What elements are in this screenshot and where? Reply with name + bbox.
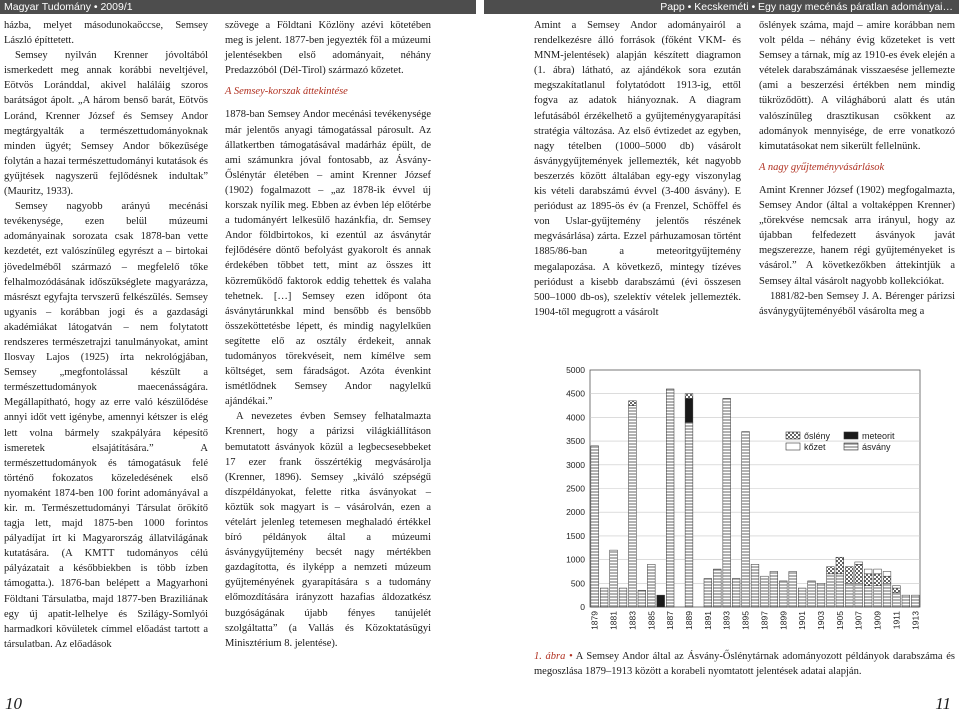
bar-segment-ásvány-1892: [713, 569, 721, 607]
x-tick-label: 1891: [702, 611, 713, 630]
y-tick-label: 4500: [566, 388, 585, 399]
y-tick-label: 2500: [566, 483, 585, 494]
bar-segment-kőzet-1908: [864, 569, 872, 574]
bar-segment-ásvány-1903: [817, 583, 825, 607]
donations-stacked-bar-chart: [554, 362, 926, 642]
x-tick-label: 1911: [891, 611, 902, 630]
section-heading: A Semsey-korszak áttekintése: [225, 86, 348, 98]
page-number-right: 11: [935, 694, 951, 713]
bar-segment-ásvány-1885: [647, 564, 655, 607]
text-column-4: [759, 18, 955, 319]
legend-label: őslény: [804, 431, 831, 441]
running-header-left: Magyar Tudomány • 2009/1: [0, 0, 476, 14]
text-column-3: [534, 18, 741, 320]
bar-segment-ásvány-1902: [808, 581, 816, 607]
paragraph: Amint Krenner József (1902) megfogalmazta, Semsey Andor (által a voltaképpen Krenner) „törekvése nemcsak arra irányul, hogy az újabban felfedezett ásványok javát megszerezze, hanem régi gyűjteményeket is vásárol.” A következőkben áttekintjük a Semsey által vásárolt nagyobb kollekciókat.: [759, 184, 955, 287]
legend-swatch-kőzet: [786, 443, 800, 450]
bar-segment-ásvány-1881: [610, 550, 618, 607]
x-tick-label: 1903: [816, 611, 826, 630]
bar-segment-őslény-1905: [836, 557, 844, 574]
bar-segment-ásvány-1906: [845, 583, 853, 607]
bar-segment-ásvány-1898: [770, 571, 778, 607]
bar-segment-kőzet-1909: [874, 569, 882, 574]
bar-segment-ásvány-1907: [855, 583, 863, 607]
bar-segment-ásvány-1901: [798, 588, 806, 607]
bar-segment-kőzet-1910: [883, 571, 891, 576]
bar-segment-ásvány-1905: [836, 574, 844, 607]
bar-segment-ásvány-1909: [874, 586, 882, 607]
y-tick-label: 5000: [566, 365, 585, 375]
x-tick-label: 1887: [665, 611, 676, 630]
legend-label: kőzet: [804, 442, 826, 452]
bar-segment-ásvány-1904: [827, 574, 835, 607]
bar-segment-ásvány-1884: [638, 590, 646, 607]
y-tick-label: 3000: [566, 459, 585, 470]
y-tick-label: 1000: [566, 554, 585, 565]
x-tick-label: 1885: [646, 611, 657, 630]
paragraph: szövege a Földtani Közlöny azévi kötetében meg is jelent. 1877-ben jegyezték föl a múzeumi jelentésekben első adományait, néhány Predazzóból (Dél-Tirol) származó kőzetet.: [225, 20, 431, 77]
y-tick-label: 4000: [566, 412, 585, 423]
bar-segment-ásvány-1895: [742, 432, 750, 607]
figure-caption: [534, 649, 955, 679]
bar-segment-ásvány-1899: [779, 581, 787, 607]
bar-segment-ásvány-1910: [883, 583, 891, 607]
x-tick-label: 1897: [759, 611, 770, 630]
bar-segment-őslény-1907: [855, 564, 863, 583]
figure-number: 1. ábra •: [534, 651, 573, 662]
y-tick-label: 3500: [566, 436, 585, 447]
paragraph: házba, melyet másodunokaöccse, Semsey László építtetett.: [4, 20, 208, 47]
y-tick-label: 500: [570, 578, 585, 589]
bar-segment-ásvány-1913: [911, 595, 919, 607]
paragraph: őslények száma, majd – amire korábban nem volt példa – néhány évig kőzeteket is vett Semsey a tárnak, míg az 1910-es évek elején a vételek darabszámának visszaesése jellemezte (ami a beszerzési értékben nem mindig tükröződött). A világháború alatt és után valószínűleg drasztikusan csökkent az adományok mennyisége, de erre vonatkozó kimutatásokat nem sikerült fellelnünk.: [759, 20, 955, 152]
bar-segment-kőzet-1907: [855, 562, 863, 564]
bar-segment-ásvány-1883: [629, 406, 637, 607]
legend-swatch-meteorit: [844, 432, 858, 439]
caption-text: A Semsey Andor által az Ásvány-Őslénytárnak adományozott példányok darabszáma és megoszlása 1879–1913 között a korabeli nyomtatott jelentések adatai alapján.: [534, 651, 955, 677]
bar-segment-ásvány-1908: [864, 586, 872, 607]
bar-segment-őslény-1883: [629, 401, 637, 406]
legend-label: meteorit: [862, 431, 895, 441]
x-tick-label: 1889: [684, 611, 694, 630]
bar-segment-ásvány-1897: [761, 576, 769, 607]
x-tick-label: 1909: [872, 611, 883, 630]
paragraph: A nevezetes évben Semsey felhatalmazta Krennert, hogy a párizsi világkiállításon bemutatott ásványok közül a legbecsesebbeket 17 ezer frank összértékig megvásárolja (Krenner, 1896). Semsey „kiváló szépségű díszpéldányokat, felette ritka ásványokat – köztük sok magyart is – vásárolván, ezen a vételárt jelenleg tetemesen meghaladó értékkel bíró példányok által a múzeumi ásványgyűjtemény becsét nagy mértékben gazdagította, és ilyképp a nemzeti múzeum gyűjteményének gyarapítására s a tudomány előmozdítására irányzott hazafias áldozatkész buzgóságának újabb fényes tanújelét szolgáltatta” (a Vallás és Közoktatásügyi Minisztérium 8. jelentése).: [225, 411, 431, 649]
page-number-left: 10: [5, 694, 22, 713]
bar-segment-ásvány-1882: [619, 588, 627, 607]
running-header-right: Papp • Kecskeméti • Egy nagy mecénás páratlan adományai…: [484, 0, 959, 14]
bar-segment-meteorit-1889: [685, 398, 693, 422]
bar-segment-ásvány-1912: [902, 595, 910, 607]
bar-segment-ásvány-1880: [600, 588, 608, 607]
bar-segment-őslény-1904: [827, 567, 835, 574]
bar-segment-ásvány-1887: [666, 389, 674, 607]
x-tick-label: 1895: [740, 611, 751, 630]
x-tick-label: 1893: [721, 611, 732, 630]
paragraph: 1881/82-ben Semsey J. A. Bérenger párizsi ásványgyűjteményéből vásárolta meg a: [759, 290, 955, 317]
legend-swatch-ásvány: [844, 443, 858, 450]
legend-swatch-őslény: [786, 432, 800, 439]
x-tick-label: 1907: [853, 611, 864, 630]
paragraph: Semsey nagyobb arányú mecénási tevékenysége, ezen belül múzeumi adományainak sorozata csak 1878-ban vette kezdetét, ezt valószínűleg egyrészt a – birtokai jövedelméből származó – megfelelő tőke felhalmozódásának időszükséglete magyarázza, másrészt egyfajta tervszerű felkészülés. Semsey ugyanis – korábban jogi és a gazdasági akadémiákat látogatván – nem folytatott rendszeres természetrajzi tanulmányokat, amint Ilosvay Lajos (1925) írta nekrológjában, Semsey „megfontolással készült a természettudományok maecenásságára. Megállapítható, hogy az erre való készülődése annyi időt vett igénybe, amennyi kétszer is elég lett volna bármely szakpályára képesítő ismeretek elsajátítására.” A természettudományok és támogatásuk felé történő fokozatos közeledésének első nyomaként 1874-ben 100 forint adományával a kir. m. Természettudományi Társulat örökítő tagja lett, majd 1875-ben 1000 forintos pályadíjat írt ki Magyarország állatvilágának kutatására. (A KMTT tudományos célú pályázatait a későbbiekben is több ízben támogatta.). 1876-ban belépett a Magyarhoni Földtani Társulatba, majd 1877-ben Braziliának egy új apatit-lelhelye és Szilágy-Somlyói harmadkori kövületek címmel előadást tartott a társulatban. Az előadások: [4, 201, 208, 650]
bar-segment-kőzet-1911: [893, 586, 901, 588]
bar-segment-őslény-1911: [893, 588, 901, 593]
x-tick-label: 1913: [910, 611, 921, 630]
x-tick-label: 1901: [797, 611, 808, 630]
x-tick-label: 1905: [834, 611, 845, 630]
x-tick-label: 1879: [589, 611, 600, 630]
bar-segment-ásvány-1911: [893, 593, 901, 607]
bar-segment-őslény-1906: [845, 567, 853, 584]
y-tick-label: 0: [580, 602, 585, 612]
bar-segment-őslény-1908: [864, 574, 872, 586]
bar-segment-őslény-1889: [685, 394, 693, 399]
section-heading: A nagy gyűjteményvásárlások: [759, 161, 885, 173]
paragraph: 1878-ban Semsey Andor mecénási tevékenysége már jelentős anyagi támogatással párosult. Az állatkertben támogatásával madárház épült, de ami számunkra jóval fontosabb, az Ásvány-Őslénytár életében – amint Krenner József (1902) fogalmazott – „az 1878-ik évvel új korszak nyílik meg. Ebben az évben lép előtérbe a tudományért lelkesülő hazánkfia, dr. Semsey Andor földbirtokos, ki ezentúl az ásványtár fejlődésére döntő befolyást gyakorolt és annak érdekében többet tett, mint az összes itt közreműködő faktorok eddig tehettek és valaha tehetnek. […] Semsey ezen időpont óta ásványtárunkkal mind bensőbb és bensőbb összeköttetésbe lépett, és mindig nagylelkűen segítette elő az osztály érdekeit, annak tudományos törekvéseit, nem kímélve sem költséget, sem fáradságot. Azóta évenkint ismétlődnek Semsey Andor nagylelkű ajándékai.”: [225, 109, 431, 408]
bar-segment-ásvány-1896: [751, 564, 759, 607]
x-tick-label: 1899: [778, 611, 789, 630]
x-tick-label: 1881: [608, 611, 619, 630]
bar-segment-meteorit-1886: [657, 595, 665, 607]
paragraph: Amint a Semsey Andor adományairól a rendelkezésre álló források (főként VKM- és MNM-jelentések) alapján készített diagramon (1. ábra) látható, az ajándékok sora ezután megszakítatlanul folytatódott 1913-ig, ettől fogva az adatok hiányoznak. A diagram lefutásából érzékelhető a gyűjteménygyarapítási stratégia változása. Az első évtizedet az egyben, nagy tételben (1000–5000 db) vásárolt ásványgyűjtemények jellemezték, két nagyobb beszerzés között általában egy-egy viszonylag kis vételi darabszámú évvel (3-400 ásvány). E periódust az 1895-ös év (a Frenzel, Schöffel és von Uslar-gyűjtemény jelentős részének megvásárlása) zárta. Ezzel párhuzamosan történt 1885/86-ban a meteoritgyűjtemény megalapozása. A következő, mintegy tízéves periódust a kisebb darabszámú (évi összesen 500–1000 db-os), szelektív vételek jellemezték. 1904-től megugrott a vásárolt: [534, 20, 741, 318]
paragraph: Semsey nyilván Krenner jóvoltából ismerkedett meg annak korábbi neveltjével, Eötvös Loránddal, akivel haláláig szoros barátságot ápolt. „A három benső barát, Eötvös Loránd, Krenner József és Semsey Andor megtárgyalták a természettudományoknak minden ügyét; Semsey Andor bőkezűsége folytán a hazai természettudományi kutatások és gyűjtések nagyszerű fejlődésnek indultak” (Mauritz, 1933).: [4, 50, 208, 198]
legend-label: ásvány: [862, 442, 891, 452]
bar-segment-őslény-1909: [874, 574, 882, 586]
bar-segment-ásvány-1900: [789, 571, 797, 607]
y-tick-label: 1500: [566, 530, 585, 541]
bar-segment-ásvány-1879: [591, 446, 599, 607]
bar-segment-ásvány-1889: [685, 422, 693, 607]
bar-segment-ásvány-1894: [732, 579, 740, 607]
text-column-1: [4, 18, 208, 652]
bar-segment-ásvány-1891: [704, 579, 712, 607]
x-tick-label: 1883: [627, 611, 638, 630]
bar-segment-őslény-1910: [883, 576, 891, 583]
bar-segment-ásvány-1893: [723, 398, 731, 607]
text-column-2: [225, 18, 431, 651]
y-tick-label: 2000: [566, 507, 585, 518]
